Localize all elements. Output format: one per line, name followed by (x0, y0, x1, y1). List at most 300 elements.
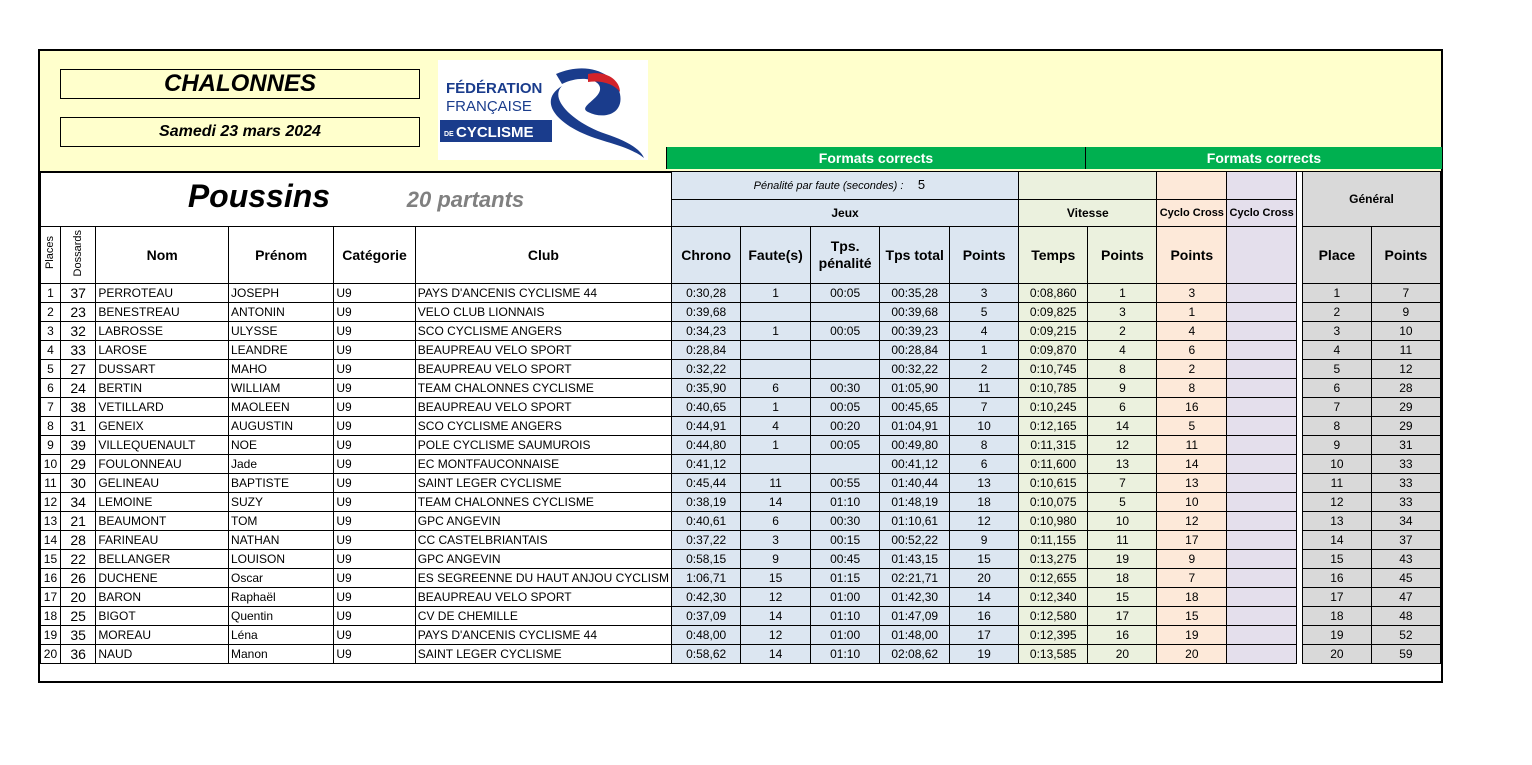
tps-total-cell: 01:42,30 (880, 588, 950, 607)
rank-cell: 12 (41, 493, 61, 512)
format-banner-general: Formats corrects (1085, 147, 1442, 169)
cc2-cell (1227, 379, 1297, 398)
points-general-cell: 31 (1371, 436, 1440, 455)
points-general-cell: 43 (1371, 550, 1440, 569)
col-places (41, 227, 61, 284)
tps-total-cell: 00:52,22 (880, 531, 950, 550)
dossard-cell: 22 (60, 550, 95, 569)
points-cc-cell: 14 (1157, 455, 1227, 474)
penalite-cell (810, 455, 879, 474)
cc2-cell (1227, 626, 1297, 645)
partants-count: 20 partants (406, 186, 525, 212)
prenom-cell: MAHO (228, 360, 333, 379)
nom-cell: LABROSSE (96, 322, 229, 341)
tps-total-cell: 01:04,91 (880, 417, 950, 436)
rank-cell: 11 (41, 474, 61, 493)
chrono-cell: 0:41,12 (671, 455, 740, 474)
points-general-cell: 37 (1371, 531, 1440, 550)
rank-cell: 14 (41, 531, 61, 550)
points-general-cell: 47 (1371, 588, 1440, 607)
place-general-cell: 1 (1302, 284, 1371, 303)
nom-cell: MOREAU (96, 626, 229, 645)
prenom-cell: ANTONIN (228, 303, 333, 322)
temps-cell: 0:10,980 (1019, 512, 1088, 531)
points-vitesse-cell: 18 (1088, 569, 1157, 588)
column-header-row (41, 227, 1441, 284)
points-general-cell: 33 (1371, 455, 1440, 474)
col-points-vitesse: Points (1088, 227, 1157, 284)
penalite-cell (810, 341, 879, 360)
points-vitesse-cell: 20 (1088, 645, 1157, 664)
points-general-cell: 45 (1371, 569, 1440, 588)
chrono-cell: 0:44,80 (671, 436, 740, 455)
gap-cell (1297, 199, 1303, 227)
cyclo-cross-header-2: Cyclo Cross (1227, 199, 1297, 227)
temps-cell: 0:12,655 (1019, 569, 1088, 588)
categorie-cell: U9 (334, 512, 415, 531)
col-place-general: Place (1302, 227, 1371, 284)
dossard-cell: 32 (60, 322, 95, 341)
points-vitesse-cell: 16 (1088, 626, 1157, 645)
fautes-cell: 3 (741, 531, 811, 550)
points-vitesse-cell: 2 (1088, 322, 1157, 341)
points-vitesse-cell: 13 (1088, 455, 1157, 474)
fautes-cell: 12 (741, 626, 811, 645)
points-vitesse-cell: 14 (1088, 417, 1157, 436)
col-temps: Temps (1019, 227, 1088, 284)
cc2-cell (1227, 455, 1297, 474)
dossard-cell: 21 (60, 512, 95, 531)
table-row (41, 284, 1441, 303)
penalite-cell: 01:15 (810, 569, 879, 588)
club-cell: CC CASTELBRIANTAIS (415, 531, 671, 550)
nom-cell: FARINEAU (96, 531, 229, 550)
cc2-cell (1227, 474, 1297, 493)
nom-cell: PERROTEAU (96, 284, 229, 303)
temps-cell: 0:10,075 (1019, 493, 1088, 512)
prenom-cell: Raphaël (228, 588, 333, 607)
format-banner-jeux: Formats corrects (666, 147, 1085, 169)
tps-total-cell: 02:21,71 (880, 569, 950, 588)
table-row (41, 626, 1441, 645)
categorie-cell: U9 (334, 588, 415, 607)
col-cc2 (1227, 227, 1297, 284)
points-jeux-cell: 16 (950, 607, 1019, 626)
prenom-cell: Oscar (228, 569, 333, 588)
prenom-cell: LEANDRE (228, 341, 333, 360)
nom-cell: VILLEQUENAULT (96, 436, 229, 455)
categorie-cell: U9 (334, 379, 415, 398)
points-general-cell: 9 (1371, 303, 1440, 322)
place-general-cell: 7 (1302, 398, 1371, 417)
fautes-cell (741, 341, 811, 360)
categorie-cell: U9 (334, 550, 415, 569)
cc2-cell (1227, 531, 1297, 550)
category-name: Poussins (187, 177, 331, 214)
categorie-cell: U9 (334, 303, 415, 322)
temps-cell: 0:12,165 (1019, 417, 1088, 436)
points-jeux-cell: 2 (950, 360, 1019, 379)
tps-total-cell: 00:45,65 (880, 398, 950, 417)
points-general-cell: 52 (1371, 626, 1440, 645)
dossard-cell: 26 (60, 569, 95, 588)
prenom-cell: Léna (228, 626, 333, 645)
points-general-cell: 33 (1371, 493, 1440, 512)
penalite-cell (810, 303, 879, 322)
points-general-cell: 29 (1371, 417, 1440, 436)
points-vitesse-cell: 17 (1088, 607, 1157, 626)
points-cc-cell: 20 (1157, 645, 1227, 664)
club-cell: BEAUPREAU VELO SPORT (415, 398, 671, 417)
tps-total-cell: 00:39,68 (880, 303, 950, 322)
points-jeux-cell: 8 (950, 436, 1019, 455)
points-jeux-cell: 11 (950, 379, 1019, 398)
place-general-cell: 4 (1302, 341, 1371, 360)
tps-total-cell: 02:08,62 (880, 645, 950, 664)
nom-cell: BERTIN (96, 379, 229, 398)
rank-cell: 18 (41, 607, 61, 626)
dossard-cell: 30 (60, 474, 95, 493)
points-jeux-cell: 6 (950, 455, 1019, 474)
nom-cell: GELINEAU (96, 474, 229, 493)
logo-line3: CYCLISME (456, 124, 534, 141)
ffc-logo-graphic (438, 60, 648, 160)
cc2-cell (1227, 322, 1297, 341)
col-chrono: Chrono (671, 227, 740, 284)
logo-line1: FÉDÉRATION (446, 80, 543, 97)
col-dossards (60, 227, 95, 284)
points-jeux-cell: 18 (950, 493, 1019, 512)
points-cc-cell: 7 (1157, 569, 1227, 588)
chrono-cell: 0:34,23 (671, 322, 740, 341)
temps-cell: 0:09,870 (1019, 341, 1088, 360)
tps-total-cell: 01:48,00 (880, 626, 950, 645)
club-cell: BEAUPREAU VELO SPORT (415, 360, 671, 379)
points-vitesse-cell: 1 (1088, 284, 1157, 303)
temps-cell: 0:13,275 (1019, 550, 1088, 569)
cc2-cell (1227, 360, 1297, 379)
points-jeux-cell: 7 (950, 398, 1019, 417)
dossard-cell: 24 (60, 379, 95, 398)
categorie-cell: U9 (334, 474, 415, 493)
points-cc-cell: 18 (1157, 588, 1227, 607)
prenom-cell: LOUISON (228, 550, 333, 569)
chrono-cell: 0:37,22 (671, 531, 740, 550)
categorie-cell: U9 (334, 417, 415, 436)
rank-cell: 17 (41, 588, 61, 607)
penalite-cell: 00:05 (810, 322, 879, 341)
prenom-cell: Jade (228, 455, 333, 474)
table-row (41, 645, 1441, 664)
cc2-cell (1227, 607, 1297, 626)
fautes-cell: 6 (741, 379, 811, 398)
fautes-cell: 9 (741, 550, 811, 569)
rank-cell: 8 (41, 417, 61, 436)
penalite-cell: 00:45 (810, 550, 879, 569)
chrono-cell: 0:42,30 (671, 588, 740, 607)
points-jeux-cell: 15 (950, 550, 1019, 569)
chrono-cell: 0:37,09 (671, 607, 740, 626)
col-tps-total: Tps total (880, 227, 950, 284)
temps-cell: 0:11,600 (1019, 455, 1088, 474)
col-fautes: Faute(s) (741, 227, 811, 284)
fautes-cell: 4 (741, 417, 811, 436)
chrono-cell: 0:48,00 (671, 626, 740, 645)
table-row (41, 303, 1441, 322)
dossard-cell: 37 (60, 284, 95, 303)
place-general-cell: 11 (1302, 474, 1371, 493)
tps-total-cell: 00:49,80 (880, 436, 950, 455)
table-row (41, 531, 1441, 550)
header-band (40, 51, 1441, 173)
temps-cell: 0:10,745 (1019, 360, 1088, 379)
points-jeux-cell: 9 (950, 531, 1019, 550)
cc2-cell (1227, 303, 1297, 322)
place-general-cell: 17 (1302, 588, 1371, 607)
points-jeux-cell: 1 (950, 341, 1019, 360)
ffc-logo (438, 60, 648, 160)
dossard-cell: 25 (60, 607, 95, 626)
prenom-cell: WILLIAM (228, 379, 333, 398)
chrono-cell: 0:40,61 (671, 512, 740, 531)
cc2-cell (1227, 341, 1297, 360)
table-row (41, 607, 1441, 626)
penalite-cell: 00:30 (810, 379, 879, 398)
points-cc-cell: 1 (1157, 303, 1227, 322)
place-general-cell: 9 (1302, 436, 1371, 455)
category-header-row (41, 172, 1441, 200)
points-general-cell: 34 (1371, 512, 1440, 531)
penalty-cell (671, 172, 1018, 200)
points-jeux-cell: 14 (950, 588, 1019, 607)
cc2-cell (1227, 512, 1297, 531)
prenom-cell: SUZY (228, 493, 333, 512)
points-cc-cell: 17 (1157, 531, 1227, 550)
place-general-cell: 19 (1302, 626, 1371, 645)
penalite-cell: 01:10 (810, 645, 879, 664)
dossard-cell: 35 (60, 626, 95, 645)
temps-cell: 0:13,585 (1019, 645, 1088, 664)
points-jeux-cell: 10 (950, 417, 1019, 436)
rank-cell: 20 (41, 645, 61, 664)
table-row (41, 455, 1441, 474)
prenom-cell: ULYSSE (228, 322, 333, 341)
club-cell: PAYS D'ANCENIS CYCLISME 44 (415, 284, 671, 303)
categorie-cell: U9 (334, 626, 415, 645)
table-row (41, 493, 1441, 512)
points-vitesse-cell: 9 (1088, 379, 1157, 398)
dossard-cell: 34 (60, 493, 95, 512)
nom-cell: NAUD (96, 645, 229, 664)
col-categorie: Catégorie (334, 227, 415, 284)
prenom-cell: NOE (228, 436, 333, 455)
table-row (41, 588, 1441, 607)
club-cell: GPC ANGEVIN (415, 550, 671, 569)
points-vitesse-cell: 11 (1088, 531, 1157, 550)
cyclo-cross-header-1: Cyclo Cross (1157, 199, 1227, 227)
penalite-cell: 00:30 (810, 512, 879, 531)
cc2-cell (1227, 417, 1297, 436)
fautes-cell: 6 (741, 512, 811, 531)
results-sheet (38, 49, 1443, 683)
penalite-cell: 00:05 (810, 436, 879, 455)
categorie-cell: U9 (334, 284, 415, 303)
penalite-cell: 01:10 (810, 493, 879, 512)
points-cc-cell: 15 (1157, 607, 1227, 626)
table-row (41, 341, 1441, 360)
tps-total-cell: 01:47,09 (880, 607, 950, 626)
points-vitesse-cell: 10 (1088, 512, 1157, 531)
nom-cell: BIGOT (96, 607, 229, 626)
points-vitesse-cell: 3 (1088, 303, 1157, 322)
cc2-cell (1227, 398, 1297, 417)
prenom-cell: BAPTISTE (228, 474, 333, 493)
prenom-cell: TOM (228, 512, 333, 531)
rank-cell: 5 (41, 360, 61, 379)
place-general-cell: 3 (1302, 322, 1371, 341)
penalite-cell: 00:55 (810, 474, 879, 493)
penalite-cell: 00:05 (810, 284, 879, 303)
prenom-cell: Manon (228, 645, 333, 664)
points-vitesse-cell: 8 (1088, 360, 1157, 379)
penalite-cell: 00:20 (810, 417, 879, 436)
categorie-cell: U9 (334, 531, 415, 550)
club-cell: VELO CLUB LIONNAIS (415, 303, 671, 322)
prenom-cell: JOSEPH (228, 284, 333, 303)
tps-total-cell: 01:43,15 (880, 550, 950, 569)
fautes-cell: 14 (741, 493, 811, 512)
points-general-cell: 29 (1371, 398, 1440, 417)
fautes-cell: 1 (741, 322, 811, 341)
points-vitesse-cell: 5 (1088, 493, 1157, 512)
points-general-cell: 12 (1371, 360, 1440, 379)
points-general-cell: 48 (1371, 607, 1440, 626)
penalty-label: Pénalité par faute (secondes) : (753, 179, 904, 192)
points-vitesse-cell: 4 (1088, 341, 1157, 360)
points-cc-cell: 8 (1157, 379, 1227, 398)
logo-line3-prefix: DE (444, 131, 454, 138)
col-points-cc: Points (1157, 227, 1227, 284)
col-points-jeux: Points (950, 227, 1019, 284)
fautes-cell: 14 (741, 645, 811, 664)
nom-cell: BEAUMONT (96, 512, 229, 531)
fautes-cell: 12 (741, 588, 811, 607)
cc1-top-cell (1157, 172, 1227, 200)
club-cell: EC MONTFAUCONNAISE (415, 455, 671, 474)
chrono-cell: 0:30,28 (671, 284, 740, 303)
club-cell: GPC ANGEVIN (415, 512, 671, 531)
points-cc-cell: 12 (1157, 512, 1227, 531)
points-jeux-cell: 4 (950, 322, 1019, 341)
club-cell: SCO CYCLISME ANGERS (415, 322, 671, 341)
rank-cell: 2 (41, 303, 61, 322)
categorie-cell: U9 (334, 645, 415, 664)
club-cell: BEAUPREAU VELO SPORT (415, 341, 671, 360)
col-dossards-label: Dossards (72, 229, 85, 277)
dossard-cell: 29 (60, 455, 95, 474)
table-row (41, 550, 1441, 569)
nom-cell: BELLANGER (96, 550, 229, 569)
tps-total-cell: 01:10,61 (880, 512, 950, 531)
points-cc-cell: 5 (1157, 417, 1227, 436)
points-general-cell: 7 (1371, 284, 1440, 303)
dossard-cell: 33 (60, 341, 95, 360)
points-vitesse-cell: 7 (1088, 474, 1157, 493)
club-cell: TEAM CHALONNES CYCLISME (415, 493, 671, 512)
col-prenom: Prénom (228, 227, 333, 284)
categorie-cell: U9 (334, 493, 415, 512)
chrono-cell: 0:58,15 (671, 550, 740, 569)
dossard-cell: 28 (60, 531, 95, 550)
nom-cell: FOULONNEAU (96, 455, 229, 474)
prenom-cell: Quentin (228, 607, 333, 626)
table-row (41, 474, 1441, 493)
place-general-cell: 12 (1302, 493, 1371, 512)
table-row (41, 512, 1441, 531)
points-jeux-cell: 20 (950, 569, 1019, 588)
points-cc-cell: 9 (1157, 550, 1227, 569)
table-row (41, 398, 1441, 417)
category-cell (41, 172, 672, 227)
points-cc-cell: 11 (1157, 436, 1227, 455)
points-vitesse-cell: 19 (1088, 550, 1157, 569)
table-row (41, 417, 1441, 436)
temps-cell: 0:09,825 (1019, 303, 1088, 322)
fautes-cell: 1 (741, 436, 811, 455)
club-cell: SAINT LEGER CYCLISME (415, 474, 671, 493)
temps-cell: 0:12,340 (1019, 588, 1088, 607)
place-general-cell: 14 (1302, 531, 1371, 550)
rank-cell: 19 (41, 626, 61, 645)
points-cc-cell: 4 (1157, 322, 1227, 341)
penalite-cell: 01:10 (810, 607, 879, 626)
rank-cell: 16 (41, 569, 61, 588)
place-general-cell: 20 (1302, 645, 1371, 664)
tps-total-cell: 00:32,22 (880, 360, 950, 379)
points-cc-cell: 6 (1157, 341, 1227, 360)
event-date: Samedi 23 mars 2024 (60, 117, 420, 147)
fautes-cell (741, 303, 811, 322)
points-jeux-cell: 5 (950, 303, 1019, 322)
dossard-cell: 20 (60, 588, 95, 607)
col-club: Club (415, 227, 671, 284)
temps-cell: 0:10,245 (1019, 398, 1088, 417)
tps-total-cell: 00:41,12 (880, 455, 950, 474)
tps-total-cell: 01:05,90 (880, 379, 950, 398)
nom-cell: LEMOINE (96, 493, 229, 512)
penalty-value: 5 (917, 176, 926, 192)
chrono-cell: 1:06,71 (671, 569, 740, 588)
chrono-cell: 0:28,84 (671, 341, 740, 360)
chrono-cell: 0:58,62 (671, 645, 740, 664)
temps-cell: 0:08,860 (1019, 284, 1088, 303)
tps-total-cell: 00:35,28 (880, 284, 950, 303)
temps-cell: 0:11,155 (1019, 531, 1088, 550)
place-general-cell: 5 (1302, 360, 1371, 379)
points-jeux-cell: 17 (950, 626, 1019, 645)
temps-cell: 0:12,395 (1019, 626, 1088, 645)
rank-cell: 1 (41, 284, 61, 303)
temps-cell: 0:12,580 (1019, 607, 1088, 626)
categorie-cell: U9 (334, 436, 415, 455)
general-group-header: Général (1302, 172, 1440, 227)
temps-cell: 0:11,315 (1019, 436, 1088, 455)
prenom-cell: MAOLEEN (228, 398, 333, 417)
place-general-cell: 13 (1302, 512, 1371, 531)
points-jeux-cell: 19 (950, 645, 1019, 664)
penalite-cell: 01:00 (810, 588, 879, 607)
nom-cell: VETILLARD (96, 398, 229, 417)
